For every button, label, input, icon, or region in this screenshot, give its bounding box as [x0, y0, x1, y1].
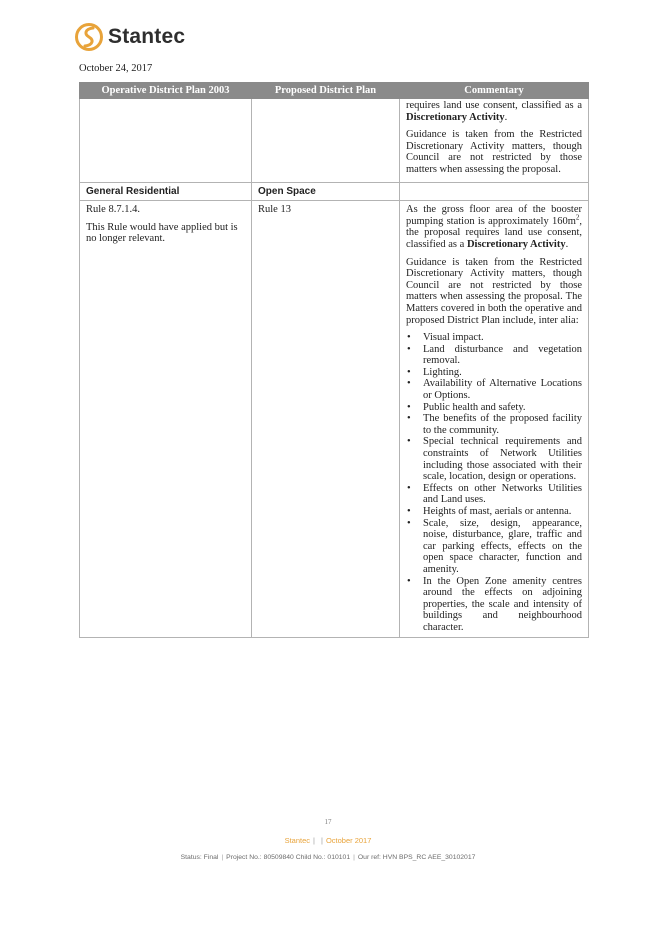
- row1-commentary-cell: [400, 99, 589, 183]
- row2-proposed-cell: Rule 13: [252, 201, 400, 637]
- list-item: • Scale, size, design, appearance, noise, disturbance, glare, traffic and car parking effects, effects on the open space character, function and amenity.: [406, 518, 582, 576]
- footer-status: Status: Final: [180, 854, 219, 861]
- section-commentary-empty: [400, 182, 589, 201]
- list-item: • In the Open Zone amenity centres around the effects on adjoining properties, the scale and intensity of buildings and neighbourhood character.: [406, 576, 582, 634]
- list-item: • Land disturbance and vegetation removal.: [406, 344, 582, 367]
- document-date: October 24, 2017: [79, 63, 153, 74]
- column-header-commentary: Commentary: [400, 83, 589, 99]
- planning-table: [79, 82, 589, 638]
- footer-status-line: Status: Final | Project No.: 80509840 Child No.: 010101 | Our ref: HVN BPS_RC AEE_30102017: [180, 854, 476, 861]
- row2-commentary-para2: Guidance is taken from the Restricted Discretionary Activity matters, though Council are not restricted by those matters when assessing the proposal. The Matters covered in both the operative and proposed District Plan include, inter alia:: [406, 256, 582, 326]
- row2-commentary-cell: [400, 201, 589, 637]
- footer-project: Project No.: 80509840 Child No.: 010101: [226, 854, 351, 861]
- stantec-swirl-icon: [75, 22, 103, 52]
- table-row: [80, 201, 589, 637]
- row1-operative-cell: [80, 99, 252, 183]
- list-item: • Availability of Alternative Locations or Options.: [406, 378, 582, 401]
- row1-proposed-cell: [252, 99, 400, 183]
- footer-brand-line: Stantec | | October 2017: [284, 836, 372, 845]
- row2-commentary-para1: As the gross floor area of the booster pumping station is approximately $160m^2$, the proposal requires land use consent, classified as a Discretionary Activity.: [406, 204, 582, 250]
- list-item: • Visual impact.: [406, 332, 582, 344]
- list-item: • The benefits of the proposed facility to the community.: [406, 413, 582, 436]
- section-operative-zone: General Residential: [80, 182, 252, 201]
- footer-brand: Stantec: [284, 836, 311, 845]
- list-item: • Effects on other Networks Utilities and Land uses.: [406, 483, 582, 506]
- column-header-proposed: Proposed District Plan: [252, 83, 400, 99]
- logo-text: Stantec: [108, 25, 186, 48]
- row2-operative-cell: [80, 201, 252, 637]
- section-proposed-zone: Open Space: [252, 182, 400, 201]
- table-header-row: [80, 83, 589, 99]
- row1-commentary-para2: Guidance is taken from the Restricted Discretionary Activity matters, though Council are not restricted by those matters when assessing the proposal.: [406, 129, 582, 175]
- row2-operative-rule: Rule 8.7.1.4.: [86, 204, 140, 216]
- row2-operative-note: This Rule would have applied but is no longer relevant.: [86, 221, 238, 245]
- list-item: • Lighting.: [406, 367, 582, 379]
- stantec-logo: [75, 22, 185, 52]
- row1-commentary-para1: requires land use consent, classified as a Discretionary Activity.: [406, 100, 582, 123]
- footer-ref: Our ref: HVN BPS_RC AEE_30102017: [357, 854, 476, 861]
- list-item: • Special technical requirements and constraints of Network Utilities including those associated with their scale, location, design or operations.: [406, 436, 582, 482]
- footer-date: October 2017: [325, 836, 372, 845]
- column-header-operative: Operative District Plan 2003: [80, 83, 252, 99]
- list-item: • Heights of mast, aerials or antenna.: [406, 506, 582, 518]
- table-row: [80, 99, 589, 183]
- page-number: 17: [324, 818, 332, 826]
- section-header-row: [80, 182, 589, 201]
- list-item: • Public health and safety.: [406, 402, 582, 414]
- matters-list: [406, 332, 582, 633]
